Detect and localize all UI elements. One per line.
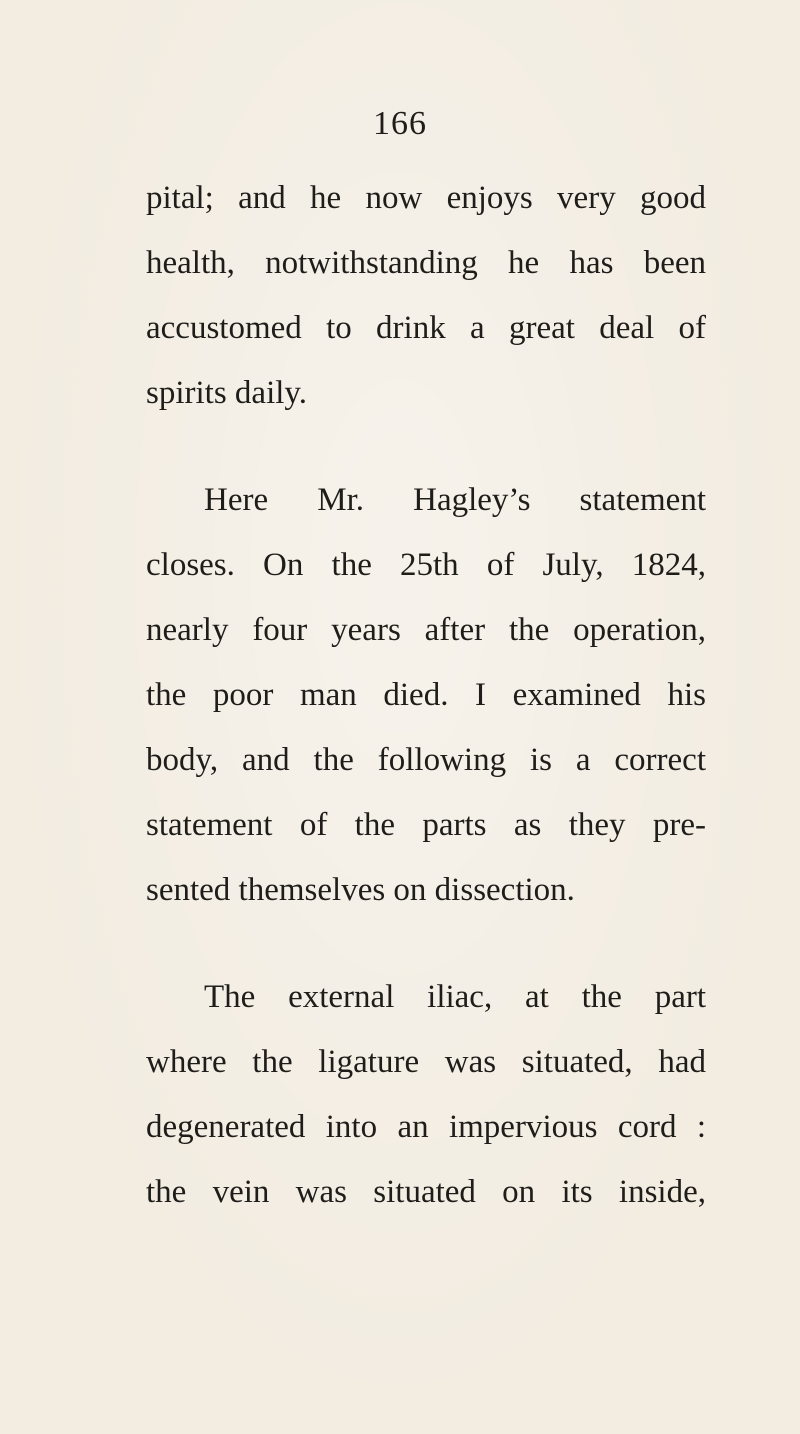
text-line: pital; and he now enjoys very good [146, 180, 706, 216]
text-line: the vein was situated on its inside, [146, 1174, 706, 1210]
paragraph-2 [146, 468, 706, 923]
paragraph-1 [146, 166, 706, 426]
body-text [146, 166, 706, 1225]
text-line: Here Mr. Hagley’s statement [204, 482, 706, 518]
text-line: body, and the following is a correct [146, 742, 706, 778]
page-number: 166 [373, 105, 427, 142]
text-line: nearly four years after the operation, [146, 612, 706, 648]
paragraph-gap [146, 923, 706, 965]
text-line: sented themselves on dissection. [146, 872, 575, 908]
text-line: accustomed to drink a great deal of [146, 310, 706, 346]
text-line: The external iliac, at the part [204, 979, 706, 1015]
text-line: closes. On the 25th of July, 1824, [146, 547, 706, 583]
text-line: statement of the parts as they pre- [146, 807, 706, 843]
text-line: spirits daily. [146, 375, 308, 411]
text-line: degenerated into an impervious cord : [146, 1109, 706, 1145]
text-line: health, notwithstanding he has been [146, 245, 706, 281]
text-line: the poor man died. I examined his [146, 677, 706, 713]
paragraph-3 [146, 965, 706, 1225]
paragraph-gap [146, 426, 706, 468]
text-line: where the ligature was situated, had [146, 1044, 706, 1080]
